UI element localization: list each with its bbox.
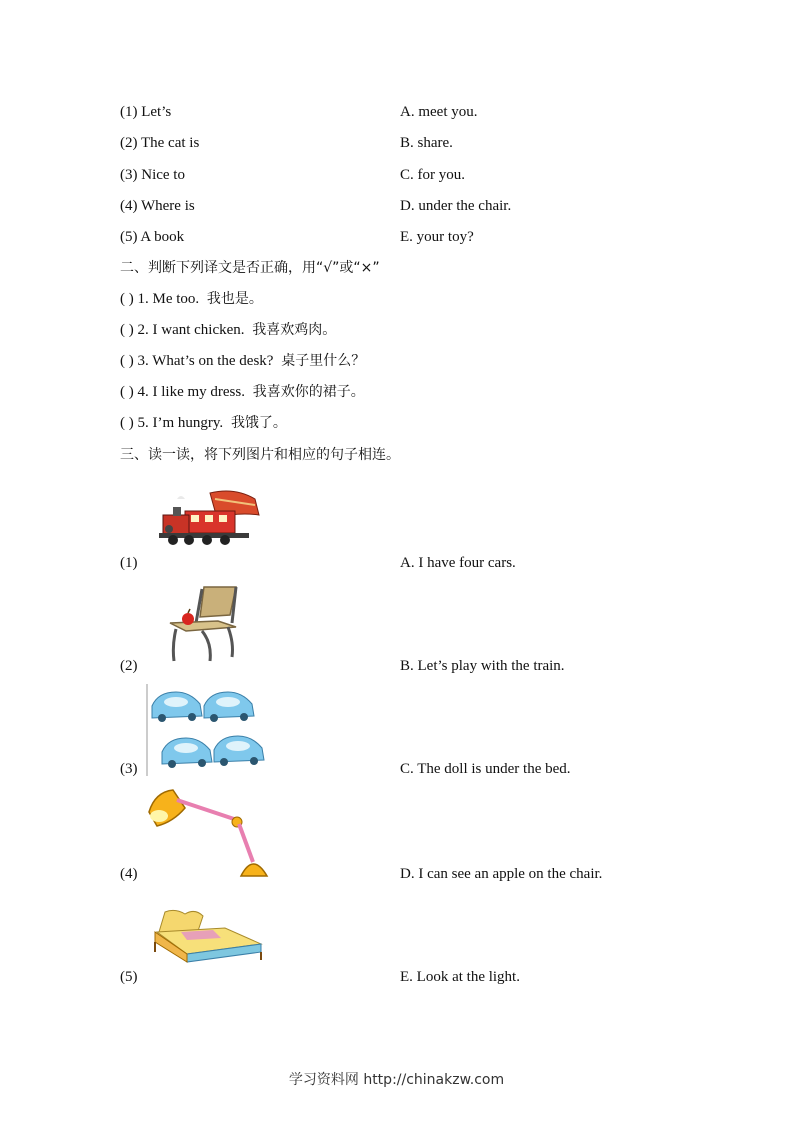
picture-number-1: (1) — [120, 555, 138, 571]
car-icon — [152, 692, 202, 722]
match-right-d: D. under the chair. — [400, 198, 512, 214]
match-right-e: E. your toy? — [400, 229, 474, 245]
match-right-c: C. for you. — [400, 167, 465, 183]
match-left-4: (4) Where is — [120, 198, 195, 214]
english-sentence: 4. I like my dress. — [137, 384, 245, 400]
match-left-3: (3) Nice to — [120, 167, 185, 183]
four-cars-picture[interactable] — [146, 684, 266, 776]
section2-heading: 二、判断下列译文是否正确，用“√”或“×” — [120, 260, 380, 276]
bed-picture[interactable] — [151, 908, 265, 964]
car-icon — [204, 692, 254, 722]
desk-lamp-picture[interactable] — [145, 786, 271, 880]
match-left-5: (5) A book — [120, 229, 185, 245]
picture-number-3: (3) — [120, 761, 138, 777]
judge-item-3 — [120, 354, 365, 369]
judge-item-1 — [120, 292, 263, 307]
chinese-translation: 我饿了。 — [230, 415, 287, 431]
answer-bracket[interactable]: ( ) — [120, 291, 134, 307]
english-sentence: 2. I want chicken. — [137, 322, 245, 338]
train-picture[interactable] — [155, 485, 263, 550]
sentence-b[interactable]: B. Let’s play with the train. — [400, 658, 565, 674]
answer-bracket[interactable]: ( ) — [120, 415, 134, 431]
judge-item-4 — [120, 385, 365, 400]
chair-with-apple-picture[interactable] — [166, 583, 240, 663]
answer-bracket[interactable]: ( ) — [120, 322, 134, 338]
sentence-c[interactable]: C. The doll is under the bed. — [400, 761, 571, 777]
match-right-b: B. share. — [400, 135, 453, 151]
match-right-a: A. meet you. — [400, 104, 478, 120]
chinese-translation: 我也是。 — [206, 291, 263, 307]
picture-number-4: (4) — [120, 866, 138, 882]
picture-number-5: (5) — [120, 969, 138, 985]
answer-bracket[interactable]: ( ) — [120, 384, 134, 400]
sentence-d[interactable]: D. I can see an apple on the chair. — [400, 866, 603, 882]
judge-item-5 — [120, 416, 287, 431]
match-left-2: (2) The cat is — [120, 135, 200, 151]
answer-bracket[interactable]: ( ) — [120, 353, 134, 369]
english-sentence: 3. What’s on the desk? — [137, 353, 274, 369]
sentence-a[interactable]: A. I have four cars. — [400, 555, 516, 571]
match-left-1: (1) Let’s — [120, 104, 172, 120]
chinese-translation: 我喜欢你的裙子。 — [252, 384, 365, 400]
english-sentence: 5. I’m hungry. — [137, 415, 224, 431]
section3-heading: 三、读一读，将下列图片和相应的句子相连。 — [120, 447, 400, 463]
english-sentence: 1. Me too. — [137, 291, 200, 307]
chinese-translation: 桌子里什么？ — [281, 353, 366, 369]
car-icon — [162, 738, 212, 768]
sentence-e[interactable]: E. Look at the light. — [400, 969, 520, 985]
picture-number-2: (2) — [120, 658, 138, 674]
car-icon — [214, 736, 264, 766]
chinese-translation: 我喜欢鸡肉。 — [252, 322, 337, 338]
page-footer: 学习资料网 http://chinakzw.com — [288, 1072, 505, 1088]
judge-item-2 — [120, 323, 336, 338]
